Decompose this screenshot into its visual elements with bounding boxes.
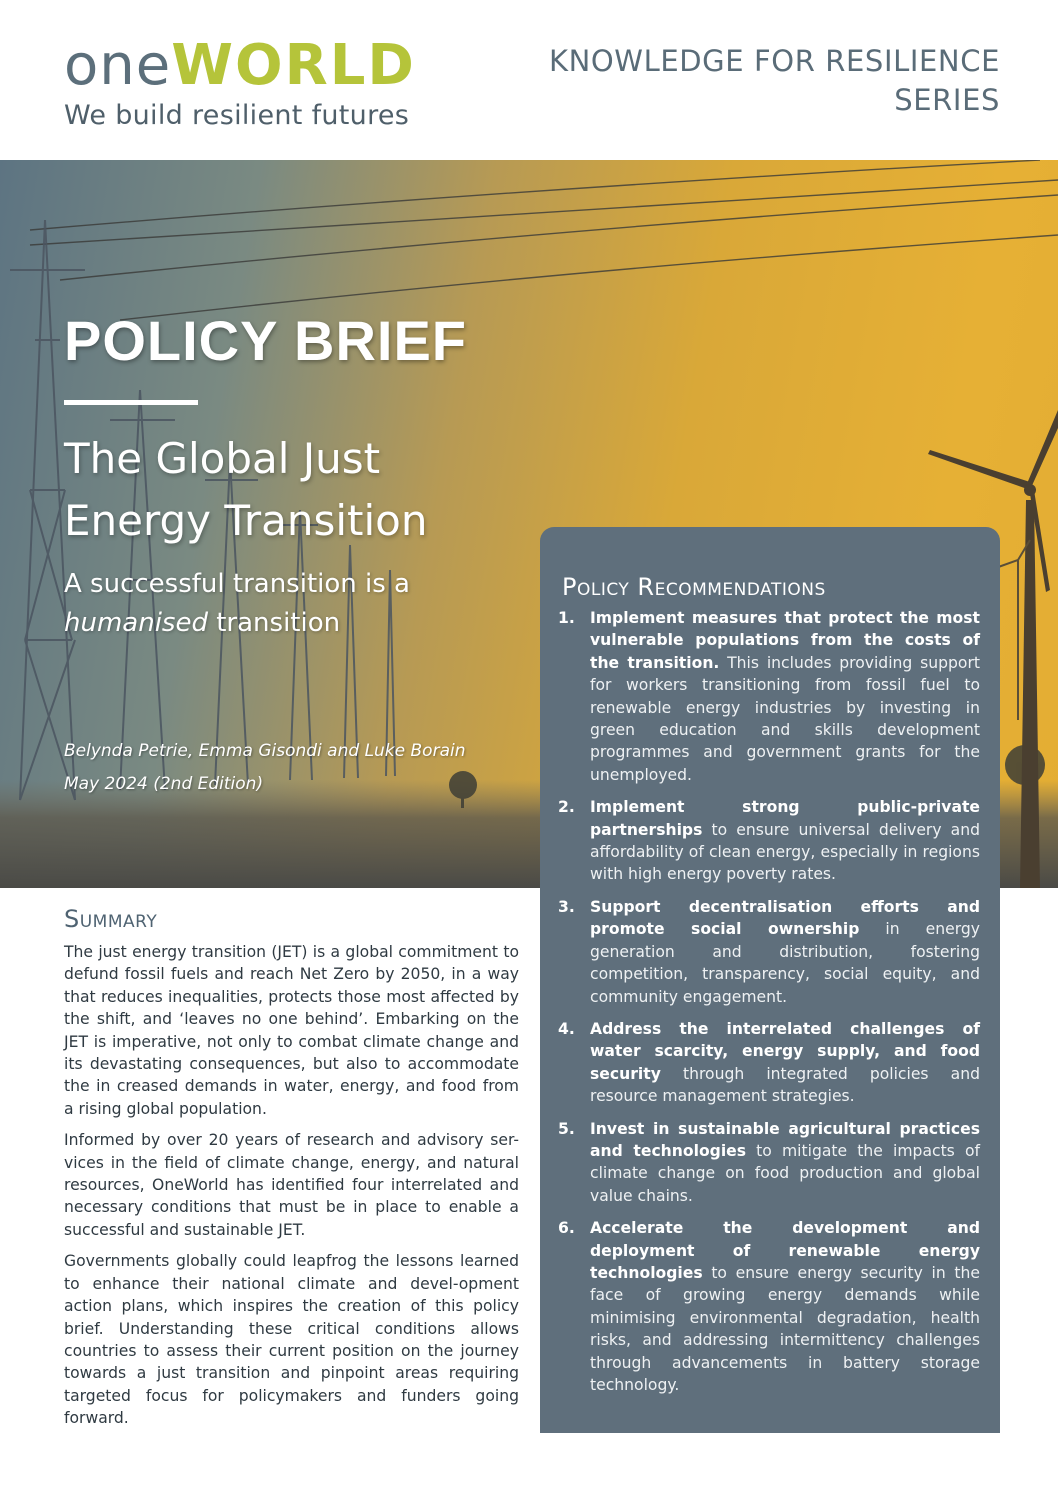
recommendation-text bbox=[590, 607, 980, 786]
recommendation-item bbox=[558, 896, 980, 1008]
recommendations-heading: Policy Recommendations bbox=[562, 573, 826, 601]
brand-logo bbox=[64, 33, 416, 131]
tagline-emphasis: humanised bbox=[64, 608, 208, 638]
recommendation-item bbox=[558, 1018, 980, 1108]
recommendation-bold: Address the interrelated challenges of water scarcity, energy supply, and food security bbox=[590, 1019, 980, 1083]
summary-heading: Summary bbox=[64, 905, 158, 933]
recommendation-item bbox=[558, 607, 980, 786]
recommendation-bold: Support decentralisation efforts and promote social ownership bbox=[590, 897, 980, 939]
subtitle-line-1: The Global Just bbox=[64, 434, 381, 483]
document-subtitle bbox=[64, 428, 428, 552]
recommendation-item bbox=[558, 1217, 980, 1396]
logo-one-text: one bbox=[64, 33, 172, 98]
recommendation-number: 1. bbox=[558, 609, 575, 627]
power-lines bbox=[30, 160, 1058, 320]
recommendation-detail: to ensure energy security in the face of growing energy demands while minimising environmental degradation, health risks, and addressing intermittency challenges through advancements in battery storage technology. bbox=[590, 1263, 980, 1394]
summary-paragraph: Informed by over 20 years of research and advisory ser-vices in the field of climate change, energy, and natural resources, OneWorld has identified four interrelated and necessary conditions that must be in place to enable a successful and sustainable JET. bbox=[64, 1131, 519, 1239]
document-meta bbox=[64, 735, 465, 801]
logo-wordmark bbox=[64, 33, 416, 98]
series-line-1: KNOWLEDGE FOR RESILIENCE bbox=[548, 44, 1000, 78]
recommendation-bold: Implement measures that protect the most vulnerable populations from the costs of the transition. bbox=[590, 609, 980, 672]
recommendation-number: 3. bbox=[558, 897, 575, 916]
series-line-2: SERIES bbox=[894, 83, 1000, 117]
logo-world-text: WORLD bbox=[171, 33, 416, 98]
recommendation-text bbox=[590, 1018, 980, 1108]
recommendation-text bbox=[590, 796, 980, 886]
publication-date: May 2024 (2nd Edition) bbox=[64, 774, 264, 794]
recommendation-text bbox=[590, 896, 980, 1008]
recommendation-detail: to ensure universal delivery and affordability of clean energy, especially in regions with high energy poverty rates. bbox=[590, 820, 980, 884]
recommendation-number: 6. bbox=[558, 1219, 575, 1238]
document-tagline bbox=[64, 565, 410, 643]
recommendations-list bbox=[540, 607, 1000, 1396]
recommendation-bold: Invest in sustainable agricultural practices and technologies bbox=[590, 1119, 980, 1160]
recommendation-number: 2. bbox=[558, 798, 575, 817]
summary-paragraph: The just energy transition (JET) is a global commitment to defund fossil fuels and reach Net Zero by 2050, in a way that reduces inequalities, protects those most affected by the shift, and ‘leaves no one behind’. Embarking on the JET is imperative, not only to combat climate change and its devastating consequences, but also to accommodate the in creased demands in water, energy, and food from a rising global population. bbox=[64, 943, 519, 1118]
recommendation-bold: Accelerate the development and deployment of renewable energy technologies bbox=[590, 1219, 980, 1282]
recommendations-panel bbox=[540, 527, 1000, 1433]
series-label bbox=[549, 42, 1000, 120]
summary-paragraph: Governments globally could leapfrog the lessons learned to enhance their national climate and devel-opment action plans, which inspires the creation of this policy brief. Understanding these critical conditions allows countries to assess their current position on the journey towards a just transition and pinpoint areas requiring targeted focus for policymakers and funders going forward. bbox=[64, 1252, 519, 1428]
recommendation-detail: in energy generation and distribution, fostering competition, transparency, social equity, and community engagement. bbox=[590, 920, 980, 1006]
recommendation-number: 4. bbox=[558, 1019, 575, 1038]
recommendation-bold: Implement strong public-private partnerships bbox=[590, 798, 980, 839]
summary-section bbox=[64, 905, 519, 1439]
recommendation-item bbox=[558, 796, 980, 886]
recommendation-number: 5. bbox=[558, 1119, 575, 1138]
recommendation-item bbox=[558, 1118, 980, 1208]
authors: Belynda Petrie, Emma Gisondi and Luke Borain bbox=[64, 741, 466, 761]
tagline-line-1: A successful transition is a bbox=[64, 569, 410, 599]
title-divider bbox=[64, 400, 198, 405]
document-title: POLICY BRIEF bbox=[64, 309, 468, 372]
recommendation-text bbox=[590, 1217, 980, 1396]
recommendation-detail: This includes providing support for workers transitioning from fossil fuel to renewable energy industries by investing in green education and skills development programmes and government grants for the unemployed. bbox=[590, 653, 980, 784]
recommendation-detail: through integrated policies and resource management strategies. bbox=[590, 1064, 980, 1106]
recommendation-detail: to mitigate the impacts of climate change on food production and global value chains. bbox=[590, 1141, 980, 1205]
subtitle-line-2: Energy Transition bbox=[64, 496, 428, 545]
recommendation-text bbox=[590, 1118, 980, 1208]
tagline-rest: transition bbox=[207, 608, 341, 638]
logo-tagline: We build resilient futures bbox=[64, 100, 410, 131]
